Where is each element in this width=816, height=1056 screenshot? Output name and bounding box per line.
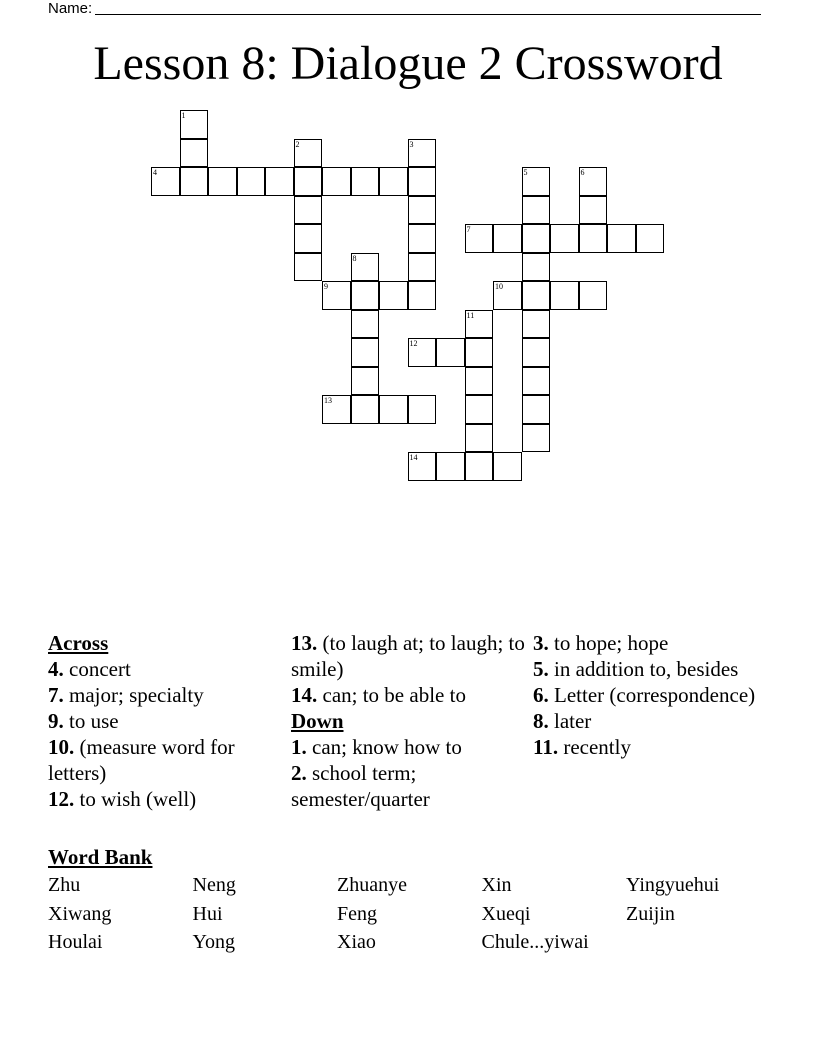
down-heading: Down <box>291 709 344 733</box>
grid-cell[interactable] <box>522 338 551 367</box>
grid-cell[interactable] <box>636 224 665 253</box>
down-clue: 2. school term; semester/quarter <box>291 761 430 811</box>
grid-cell[interactable] <box>379 395 408 424</box>
clues-column-3 <box>533 630 768 760</box>
grid-cell[interactable] <box>351 367 380 396</box>
clue-number: 5 <box>523 168 528 177</box>
grid-cell[interactable] <box>579 196 608 225</box>
grid-cell[interactable] <box>408 395 437 424</box>
clue-number: 11 <box>466 310 475 320</box>
page-title: Lesson 8: Dialogue 2 Crossword <box>93 37 723 90</box>
grid-cell[interactable] <box>351 395 380 424</box>
clue-number: 6 <box>580 168 585 177</box>
grid-cell[interactable] <box>493 224 522 253</box>
word-bank-title: Word Bank <box>48 845 153 869</box>
grid-cell[interactable] <box>351 253 380 282</box>
across-heading: Across <box>48 631 109 655</box>
grid-cell[interactable] <box>408 253 437 282</box>
across-clue: 10. (measure word for letters) <box>48 735 235 785</box>
grid-cell[interactable] <box>265 167 294 196</box>
grid-cell[interactable] <box>379 167 408 196</box>
grid-cell[interactable] <box>493 452 522 481</box>
across-clue: 12. to wish (well) <box>48 787 197 811</box>
clue-number: 2 <box>295 139 300 149</box>
grid-cell[interactable] <box>294 253 323 282</box>
word-bank-item: Neng <box>192 874 236 896</box>
word-bank-item: Xiwang <box>48 902 112 925</box>
clue-number: 14 <box>409 453 418 462</box>
grid-cell[interactable] <box>294 196 323 225</box>
across-clue: 14. can; to be able to <box>291 683 466 707</box>
grid-cell[interactable] <box>522 253 551 282</box>
across-clue: 9. to use <box>48 709 119 733</box>
grid-cell[interactable] <box>522 310 551 339</box>
word-bank-item: Feng <box>337 902 377 925</box>
grid-cell[interactable] <box>351 338 380 367</box>
grid-cell[interactable] <box>607 224 636 253</box>
grid-cell[interactable] <box>579 224 608 253</box>
grid-cell[interactable] <box>379 281 408 310</box>
grid-cell[interactable] <box>237 167 266 196</box>
down-clue: 3. to hope; hope <box>533 631 669 655</box>
grid-cell[interactable] <box>294 167 323 196</box>
grid-cell[interactable] <box>522 196 551 225</box>
down-clue: 11. recently <box>533 735 631 759</box>
grid-cell[interactable] <box>294 224 323 253</box>
grid-cell[interactable] <box>436 338 465 367</box>
down-clue: 8. later <box>533 709 592 733</box>
down-clue: 1. can; know how to <box>291 735 462 759</box>
name-line[interactable] <box>95 0 761 15</box>
name-label: Name: <box>48 0 93 17</box>
grid-cell[interactable] <box>522 281 551 310</box>
clues-column-1 <box>48 630 283 812</box>
grid-cell[interactable] <box>522 395 551 424</box>
name-field[interactable] <box>48 0 761 17</box>
down-clue: 6. Letter (correspondence) <box>533 683 756 707</box>
grid-cell[interactable] <box>522 367 551 396</box>
grid-cell[interactable] <box>493 281 522 310</box>
grid-cell[interactable] <box>408 139 437 168</box>
grid-cell[interactable] <box>465 310 494 339</box>
grid-cell[interactable] <box>465 367 494 396</box>
clue-number: 10 <box>495 282 503 291</box>
clue-number: 9 <box>324 282 328 291</box>
clue-number: 1 <box>181 111 186 120</box>
word-bank-item: Zuijin <box>626 902 675 925</box>
grid-cell[interactable] <box>408 167 437 196</box>
grid-cell[interactable] <box>180 139 209 168</box>
word-bank-item: Xin <box>481 874 512 896</box>
grid-cell[interactable] <box>180 110 209 139</box>
grid-cell[interactable] <box>522 224 551 253</box>
grid-cell[interactable] <box>522 167 551 196</box>
grid-cell[interactable] <box>351 167 380 196</box>
clue-number: 8 <box>352 253 357 263</box>
clue-number: 12 <box>409 339 418 348</box>
grid-cell[interactable] <box>351 281 380 310</box>
word-bank-item: Xiao <box>337 931 376 953</box>
grid-cell[interactable] <box>322 167 351 196</box>
across-clue: 7. major; specialty <box>48 683 204 707</box>
across-clue: 4. concert <box>48 657 131 681</box>
grid-cell[interactable] <box>408 281 437 310</box>
clue-number: 13 <box>324 396 332 405</box>
grid-cell[interactable] <box>180 167 209 196</box>
clues-column-2 <box>291 630 526 812</box>
clue-number: 7 <box>466 225 471 234</box>
across-clue: 13. (to laugh at; to laugh; to smile) <box>291 631 525 681</box>
grid-cell[interactable] <box>465 395 494 424</box>
grid-cell[interactable] <box>351 310 380 339</box>
word-bank-item: Hui <box>192 902 223 925</box>
word-bank-item: Yong <box>192 931 235 953</box>
grid-cell[interactable] <box>465 424 494 453</box>
word-bank-item: Yingyuehui <box>626 874 720 896</box>
grid-cell[interactable] <box>465 224 494 253</box>
grid-cell[interactable] <box>436 452 465 481</box>
word-bank-item: Xueqi <box>481 902 531 925</box>
grid-cell[interactable] <box>465 452 494 481</box>
grid-cell[interactable] <box>408 224 437 253</box>
grid-cell[interactable] <box>322 395 351 424</box>
grid-cell[interactable] <box>294 139 323 168</box>
word-bank-item: Zhu <box>48 874 81 896</box>
grid-cell[interactable] <box>408 338 437 367</box>
grid-cell[interactable] <box>579 281 608 310</box>
grid-cell[interactable] <box>522 424 551 453</box>
word-bank-item: Houlai <box>48 931 103 953</box>
down-clue: 5. in addition to, besides <box>533 657 739 681</box>
grid-cell[interactable] <box>550 224 579 253</box>
grid-cell[interactable] <box>408 452 437 481</box>
word-bank-item: Chule...yiwai <box>481 931 589 953</box>
grid-cell[interactable] <box>151 167 180 196</box>
grid-cell[interactable] <box>408 196 437 225</box>
grid-cell[interactable] <box>465 338 494 367</box>
grid-cell[interactable] <box>208 167 237 196</box>
grid-cell[interactable] <box>550 281 579 310</box>
clue-number: 4 <box>153 168 157 177</box>
clue-number: 3 <box>409 139 414 149</box>
grid-cell[interactable] <box>322 281 351 310</box>
word-bank-item: Zhuanye <box>337 874 407 896</box>
grid-cell[interactable] <box>579 167 608 196</box>
